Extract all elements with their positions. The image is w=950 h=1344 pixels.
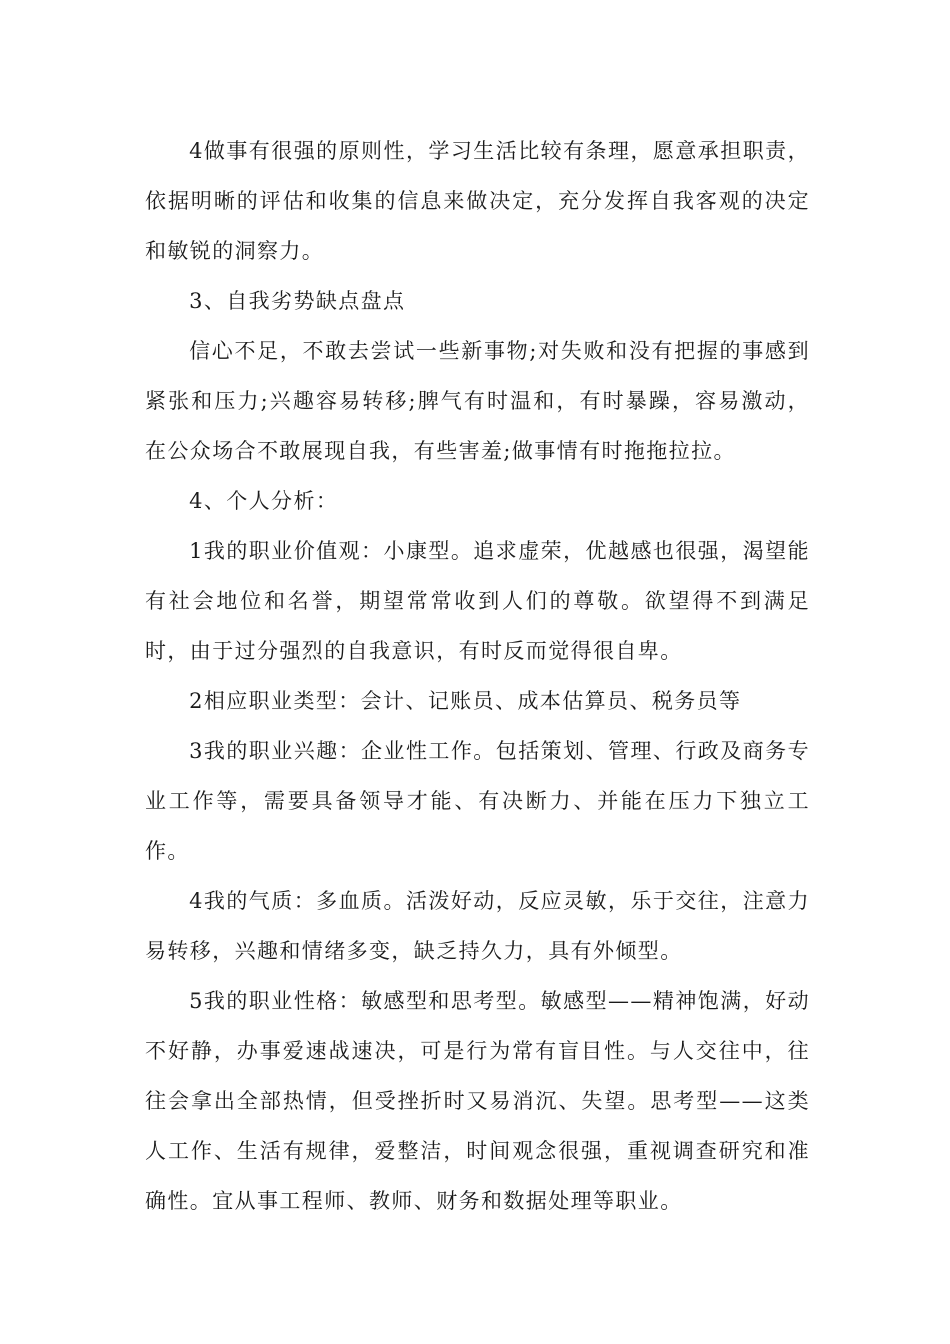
paragraph-career-values: 1我的职业价值观：小康型。追求虚荣，优越感也很强，渴望能有社会地位和名誉，期望常常收到人们的尊敬。欲望得不到满足时，由于过分强烈的自我意识，有时反而觉得很自卑。 xyxy=(145,539,810,663)
paragraph-career-types: 2相应职业类型：会计、记账员、成本估算员、税务员等 xyxy=(189,689,742,713)
paragraph-temperament: 4我的气质：多血质。活泼好动，反应灵敏，乐于交往，注意力易转移，兴趣和情绪多变，缺乏持久力，具有外倾型。 xyxy=(145,889,810,963)
heading-personal-analysis: 4、个人分析： xyxy=(189,489,339,513)
document-body xyxy=(145,126,810,1226)
paragraph-principles: 4做事有很强的原则性，学习生活比较有条理，愿意承担职责，依据明晰的评估和收集的信息来做决定，充分发挥自我客观的决定和敏锐的洞察力。 xyxy=(145,139,810,263)
paragraph-career-interests: 3我的职业兴趣：企业性工作。包括策划、管理、行政及商务专业工作等，需要具备领导才能、有决断力、并能在压力下独立工作。 xyxy=(145,739,810,863)
paragraph-weaknesses: 信心不足，不敢去尝试一些新事物;对失败和没有把握的事感到紧张和压力;兴趣容易转移;脾气有时温和，有时暴躁，容易激动，在公众场合不敢展现自我，有些害羞;做事情有时拖拖拉拉。 xyxy=(145,339,810,463)
heading-weaknesses: 3、自我劣势缺点盘点 xyxy=(189,289,406,313)
paragraph-career-personality: 5我的职业性格：敏感型和思考型。敏感型——精神饱满，好动不好静，办事爱速战速决，可是行为常有盲目性。与人交往中，往往会拿出全部热情，但受挫折时又易消沉、失望。思考型——这类人工作、生活有规律，爱整洁，时间观念很强，重视调查研究和准确性。宜从事工程师、教师、财务和数据处理等职业。 xyxy=(145,989,810,1213)
